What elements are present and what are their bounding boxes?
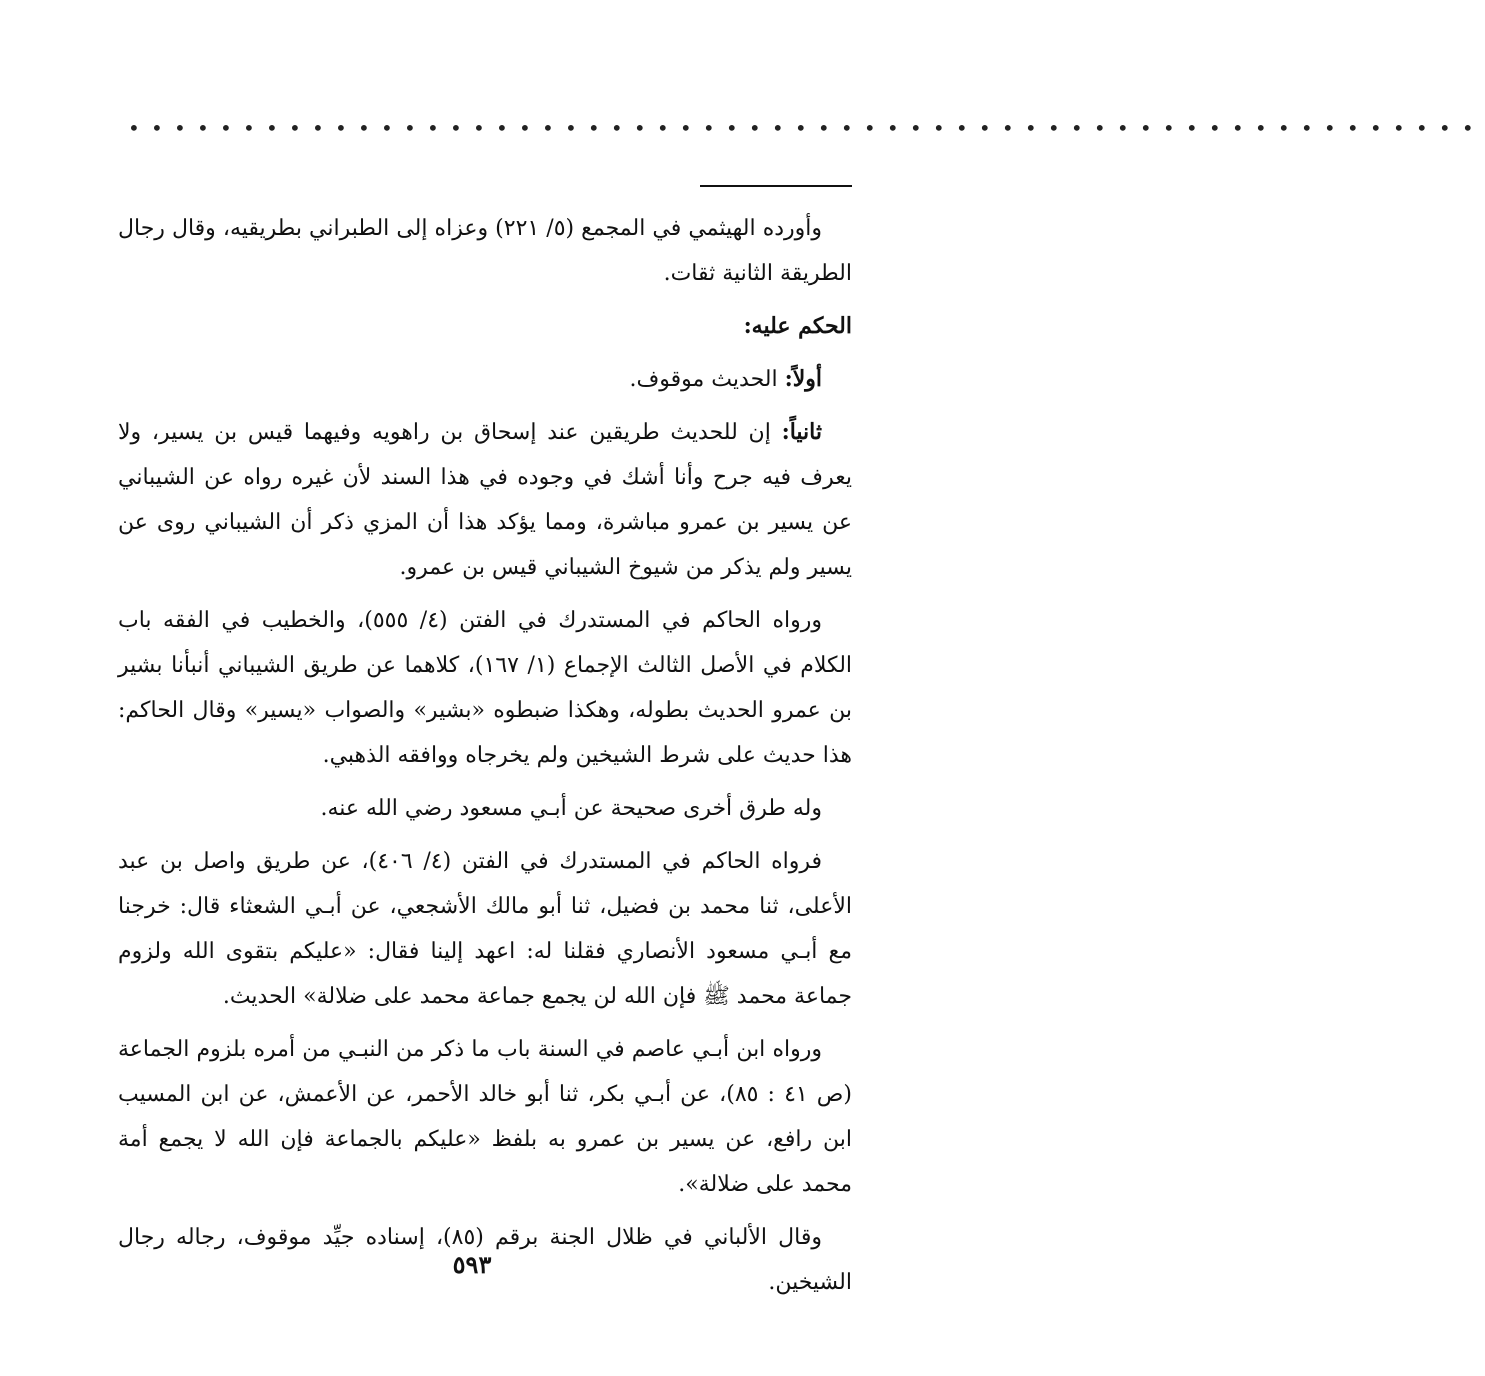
paragraph-hakim-wasil: فرواه الحاكم في المستدرك في الفتن (٤/ ٤٠٦)، عن طريق واصل بن عبد الأعلى، ثنا محمد بن فضيل، ثنا أبو مالك الأشجعي، عن أبـي الشعثاء قال: خرجنا مع أبـي مسعود الأنصاري فقلنا له: اعهد إلينا فقال: «عليكم بتقوى الله ولزوم جماعة محمد ﷺ فإن الله لن يجمع جماعة محمد على ضلالة» الحديث. bbox=[118, 849, 852, 1009]
paragraph-hakim-fitan: ورواه الحاكم في المستدرك في الفتن (٤/ ٥٥٥)، والخطيب في الفقه باب الكلام في الأصل الثالث الإجماع (١/ ١٦٧)، كلاهما عن طريق الشيباني أنبأنا بشير بن عمرو الحديث بطوله، وهكذا ضبطوه «بشير» والصواب «يسير» وقال الحاكم: هذا حديث على شرط الشيخين ولم يخرجاه ووافقه الذهبي. bbox=[118, 608, 853, 768]
dotted-separator: ••••••••••••••••••••••••••••••••••••••••••••••••••••••••••• bbox=[128, 116, 1485, 140]
paragraph-ibn-abi-asim: ورواه ابن أبـي عاصم في السنة باب ما ذكر من النبـي من أمره بلزوم الجماعة (ص ٤١ : ٨٥)، عن أبـي بكر، ثنا أبو خالد الأحمر، عن الأعمش، عن ابن المسيب ابن رافع، عن يسير بن عمرو به بلفظ «عليكم بالجماعة فإن الله لا يجمع أمة محمد على ضلالة». bbox=[118, 1037, 852, 1197]
section-heading: الحكم عليه: bbox=[743, 313, 852, 339]
paragraph-haythami: وأورده الهيثمي في المجمع (٥/ ٢٢١) وعزاه إلى الطبراني بطريقيه، وقال رجال الطريقة الثانية ثقات. bbox=[118, 216, 852, 286]
first-point-text: الحديث موقوف. bbox=[629, 367, 785, 392]
paragraph-albani: وقال الألباني في ظلال الجنة برقم (٨٥)، إسناده جيِّد موقوف، رجاله رجال الشيخين. bbox=[118, 1225, 852, 1295]
first-point-label: أولاً: bbox=[784, 366, 822, 392]
paragraph-first-point bbox=[118, 357, 852, 402]
footnote-rule bbox=[700, 185, 852, 187]
page-number: ٥٩٣ bbox=[452, 1250, 492, 1279]
paragraph-second-point bbox=[118, 410, 852, 590]
second-point-label: ثانياً: bbox=[781, 419, 822, 445]
paragraph-other-routes: وله طرق أخرى صحيحة عن أبـي مسعود رضي الله عنه. bbox=[320, 796, 822, 821]
page-body bbox=[118, 206, 852, 1313]
second-point-text: إن للحديث طريقين عند إسحاق بن راهويه وفيهما قيس بن يسير، ولا يعرف فيه جرح وأنا أشك في وجوده في هذا السند لأن غيره رواه عن الشيباني عن يسير بن عمرو مباشرة، ومما يؤكد هذا أن المزي ذكر أن الشيباني روى عن يسير ولم يذكر من شيوخ الشيباني قيس بن عمرو. bbox=[118, 420, 852, 580]
